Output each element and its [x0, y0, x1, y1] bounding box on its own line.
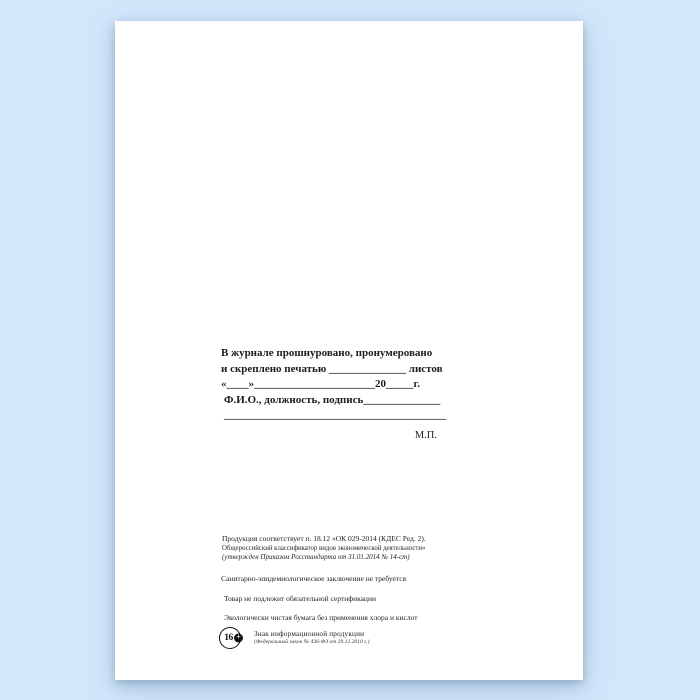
- binding-line-1: В журнале прошнуровано, пронумеровано: [221, 347, 433, 359]
- binding-line-2: и скреплено печатью ______________ листов: [221, 362, 443, 375]
- sanitary-statement: Санитарно-эпидемиологическое заключение не требуется: [221, 574, 407, 583]
- eco-paper-statement: Экологически чистая бумага без применения хлора и кислот: [224, 613, 418, 622]
- age-number: 16: [224, 633, 233, 643]
- journal-back-page: [115, 21, 583, 680]
- age-plus-icon: +: [234, 634, 243, 643]
- certification-statement: Товар не подлежит обязательной сертификации: [224, 594, 376, 603]
- compliance-line-2: Общероссийский классификатор видов экономической деятельности»: [222, 545, 426, 552]
- age-rating-mark: [219, 627, 370, 649]
- binding-line-5-rule: _______________________________________: [224, 409, 447, 421]
- binding-certification-block: [221, 346, 447, 443]
- compliance-line-1: Продукция соответствует п. 18.12 «ОК 029-2014 (КДЕС Ред. 2).: [222, 534, 426, 543]
- age-mark-texts: [254, 627, 370, 646]
- binding-line-4-signature: Ф.И.О., должность, подпись______________: [224, 393, 441, 406]
- seal-place-abbreviation: М.П.: [414, 429, 437, 441]
- compliance-note-block: [222, 534, 426, 563]
- age-mark-law-reference: (Федеральный закон № 436-ФЗ от 29.12.2010 г.): [254, 638, 370, 645]
- age-16-plus-icon: [219, 627, 241, 649]
- binding-line-3-date: «____»______________________20_____г.: [221, 378, 421, 390]
- age-mark-label: Знак информационной продукции: [254, 630, 365, 638]
- compliance-line-3: (утвержден Приказом Росстандарта от 31.01.2014 № 14-ст): [222, 553, 410, 561]
